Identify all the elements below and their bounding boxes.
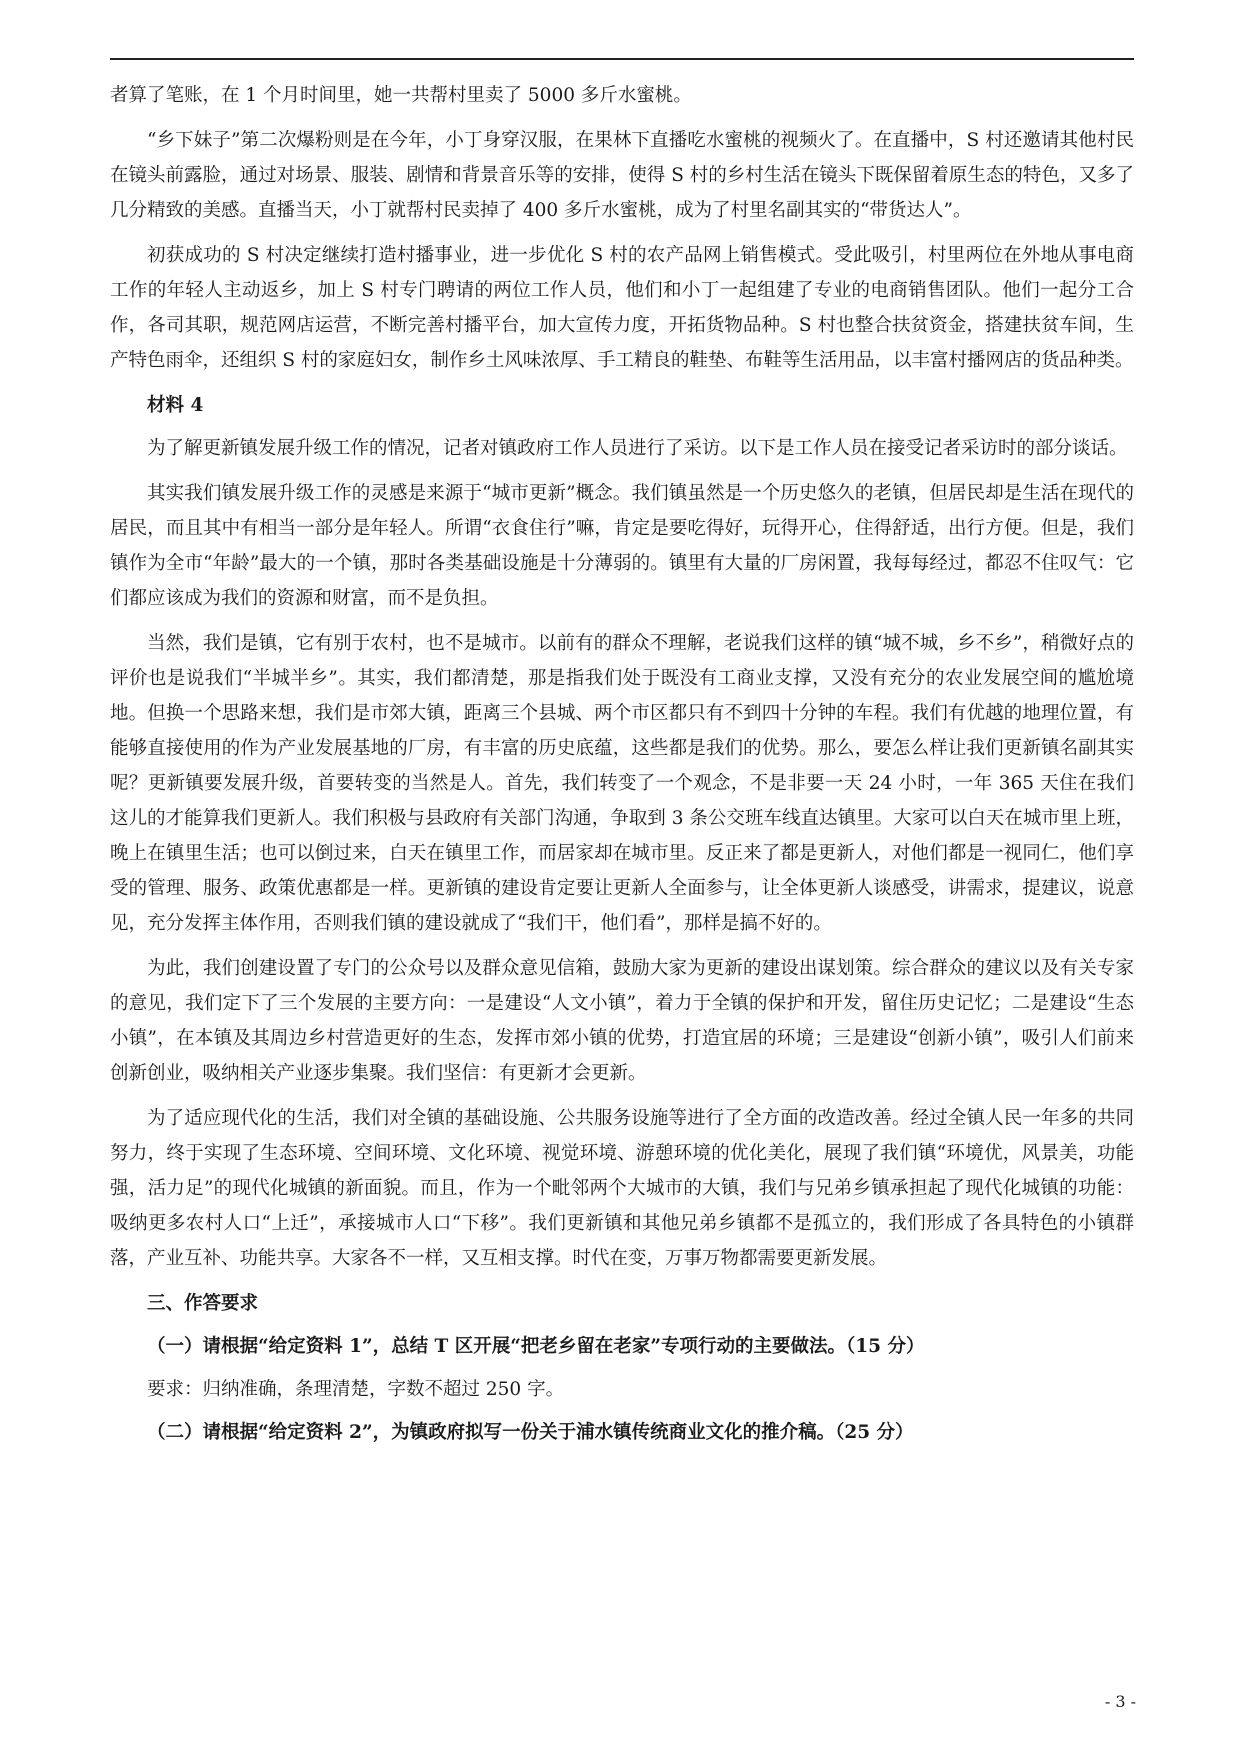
paragraph-urban-renewal: 其实我们镇发展升级工作的灵感是来源于“城市更新”概念。我们镇虽然是一个历史悠久的老镇，但居民却是生活在现代的居民，而且其中有相当一部分是年轻人。所谓“衣食住行”嘛，肯定是要吃得好，玩得开心，住得舒适，出行方便。但是，我们镇作为全市“年龄”最大的一个镇，那时各类基础设施是十分薄弱的。镇里有大量的厂房闲置，我每每经过，都忍不住叹气：它们都应该成为我们的资源和财富，而不是负担。 xyxy=(110,483,1134,609)
paragraph-town-position: 当然，我们是镇，它有别于农村，也不是城市。以前有的群众不理解，老说我们这样的镇“城不城，乡不乡”，稍微好点的评价也是说我们“半城半乡”。其实，我们都清楚，那是指我们处于既没有工商业支撑，又没有充分的农业发展空间的尴尬境地。但换一个思路来想，我们是市郊大镇，距离三个县城、两个市区都只有不到四十分钟的车程。我们有优越的地理位置，有能够直接使用的作为产业发展基地的厂房，有丰富的历史底蕴，这些都是我们的优势。那么，要怎么样让我们更新镇名副其实呢？更新镇要发展升级，首要转变的当然是人。首先，我们转变了一个观念，不是非要一天 24 小时，一年 365 天住在我们这儿的才能算我们更新人。我们积极与县政府有关部门沟通，争取到 3 条公交班车线直达镇里。大家可以白天在城市里上班，晚上在镇里生活；也可以倒过来，白天在镇里工作，而居家却在城市里。反正来了都是更新人，对他们都是一视同仁，他们享受的管理、服务、政策优惠都是一样。更新镇的建设肯定要让更新人全面参与，让全体更新人谈感受，讲需求，提建议，说意见，充分发挥主体作用，否则我们镇的建设就成了“我们干，他们看”，那样是搞不好的。 xyxy=(110,633,1134,934)
paragraph-modernization: 为了适应现代化的生活，我们对全镇的基础设施、公共服务设施等进行了全方面的改造改善。经过全镇人民一年多的共同努力，终于实现了生态环境、空间环境、文化环境、视觉环境、游憩环境的优化美化，展现了我们镇“环境优，风景美，功能强，活力足”的现代化城镇的新面貌。而且，作为一个毗邻两个大城市的大镇，我们与兄弟乡镇承担起了现代化城镇的功能：吸纳更多农村人口“上迁”，承接城市人口“下移”。我们更新镇和其他兄弟乡镇都不是孤立的，我们形成了各具特色的小镇群落，产业互补、功能共享。大家各不一样，又互相支撑。时代在变，万事万物都需要更新发展。 xyxy=(110,1108,1134,1269)
paragraph-interview-intro: 为了解更新镇发展升级工作的情况，记者对镇政府工作人员进行了采访。以下是工作人员在接受记者采访时的部分谈话。 xyxy=(147,438,1128,459)
paragraph-village-ecommerce: 初获成功的 S 村决定继续打造村播事业，进一步优化 S 村的农产品网上销售模式。受此吸引，村里两位在外地从事电商工作的年轻人主动返乡，加上 S 村专门聘请的两位工作人员，他们和小丁一起组建了专业的电商销售团队。他们一起分工合作，各司其职，规范网店运营，不断完善村播平台，加大宣传力度，开拓货物品种。S 村也整合扶贫资金，搭建扶贫车间，生产特色雨伞，还组织 S 村的家庭妇女，制作乡土风味浓厚、手工精良的鞋垫、布鞋等生活用品，以丰富村播网店的货品种类。 xyxy=(110,245,1134,371)
material-4-heading: 材料 4 xyxy=(147,395,204,416)
header-rule xyxy=(110,58,1134,60)
page-number: - 3 - xyxy=(1104,1692,1136,1711)
paragraph-livestream-second: “乡下妹子”第二次爆粉则是在今年，小丁身穿汉服，在果林下直播吃水蜜桃的视频火了。在直播中，S 村还邀请其他村民在镜头前露脸，通过对场景、服装、剧情和背景音乐等的安排，使得 S 村的乡村生活在镜头下既保留着原生态的特色，又多了几分精致的美感。直播当天，小丁就帮村民卖掉了 400 多斤水蜜桃，成为了村里名副其实的“带货达人”。 xyxy=(110,130,1134,221)
paragraph-continuation: 者算了笔账，在 1 个月时间里，她一共帮村里卖了 5000 多斤水蜜桃。 xyxy=(110,85,692,106)
document-page xyxy=(110,58,1134,1458)
section-answer-requirements: 三、作答要求 xyxy=(147,1293,259,1314)
question-1-requirement: 要求：归纳准确，条理清楚，字数不超过 250 字。 xyxy=(147,1379,565,1400)
question-2: （二）请根据“给定资料 2”，为镇政府拟写一份关于浦水镇传统商业文化的推介稿。（25 分） xyxy=(147,1422,914,1443)
question-1: （一）请根据“给定资料 1”，总结 T 区开展“把老乡留在老家”专项行动的主要做法。（15 分） xyxy=(147,1336,925,1357)
paragraph-development-directions: 为此，我们创建设置了专门的公众号以及群众意见信箱，鼓励大家为更新的建设出谋划策。综合群众的建议以及有关专家的意见，我们定下了三个发展的主要方向：一是建设“人文小镇”，着力于全镇的保护和开发，留住历史记忆；二是建设“生态小镇”，在本镇及其周边乡村营造更好的生态，发挥市郊小镇的优势，打造宜居的环境；三是建设“创新小镇”，吸引人们前来创新创业，吸纳相关产业逐步集聚。我们坚信：有更新才会更新。 xyxy=(110,958,1134,1084)
